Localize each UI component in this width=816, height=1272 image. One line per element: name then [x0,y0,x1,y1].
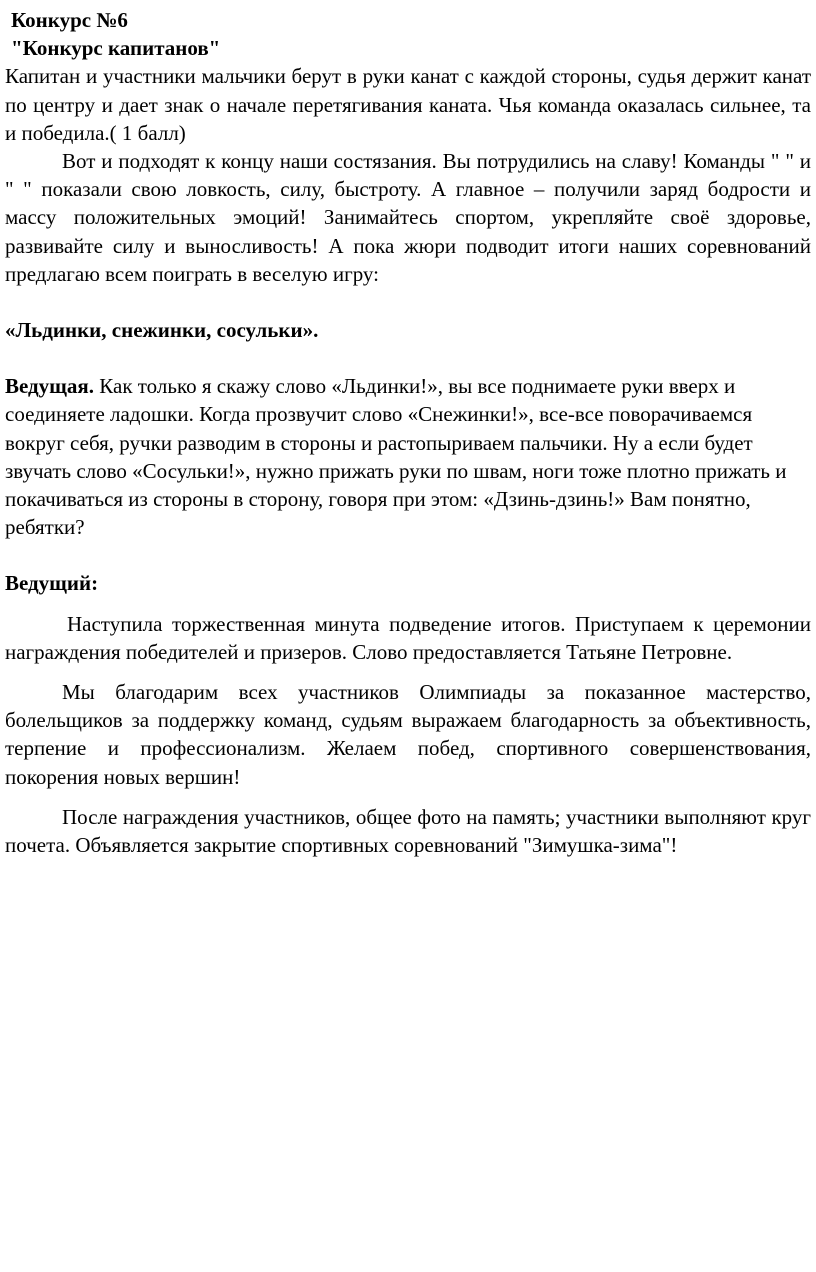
game-title: «Льдинки, снежинки, сосульки». [5,318,319,343]
closing-paragraph: После награждения участников, общее фото на память; участники выполняют круг почета. Объявляется закрытие спортивных соревнований "Зимушка-зима"! [5,804,811,858]
captains-contest-paragraph: Капитан и участники мальчики берут в руки канат с каждой стороны, судья держит канат по центру и дает знак о начале перетягивания каната. Чья команда оказалась сильнее, та и победила.( 1 балл) [5,64,811,145]
contest-number-heading: Конкурс №6 [11,8,128,32]
host-male-label: Ведущий: [5,571,99,596]
host-female-text: Как только я скажу слово «Льдинки!», вы все поднимаете руки вверх и соединяете ладошки. Когда прозвучит слово «Снежинки!», все-все поворачиваемся вокруг себя, ручки разводим в стороны и растопыриваем пальчики. Ну а если будет звучать слово «Сосульки!», нужно прижать руки по швам, ноги тоже плотно прижать и покачиваться из стороны в сторону, говоря при этом: «Дзинь-дзинь!» Вам понятно, ребятки? [5,374,787,540]
host-female-label: Ведущая. [5,374,95,399]
thanks-paragraph: Мы благодарим всех участников Олимпиады за показанное мастерство, болельщиков за поддержку команд, судьям выражаем благодарность за объективность, терпение и профессионализм. Желаем побед, спортивного совершенствования, покорения новых вершин! [5,680,811,789]
contest-title-heading: "Конкурс капитанов" [11,36,221,61]
end-of-contest-paragraph: Вот и подходят к концу наши состязания. Вы потрудились на славу! Команды " " и " " показали свою ловкость, силу, быстроту. А главное – получили заряд бодрости и массу положительных эмоций! Занимайтесь спортом, укрепляйте своё здоровье, развивайте силу и выносливость! А пока жюри подводит итоги наших соревнований предлагаю всем поиграть в веселую игру: [5,149,811,286]
awards-paragraph: Наступила торжественная минута подведение итогов. Приступаем к церемонии награждения победителей и призеров. Слово предоставляется Татьяне Петровне. [5,611,811,664]
host-female-paragraph [5,372,811,541]
